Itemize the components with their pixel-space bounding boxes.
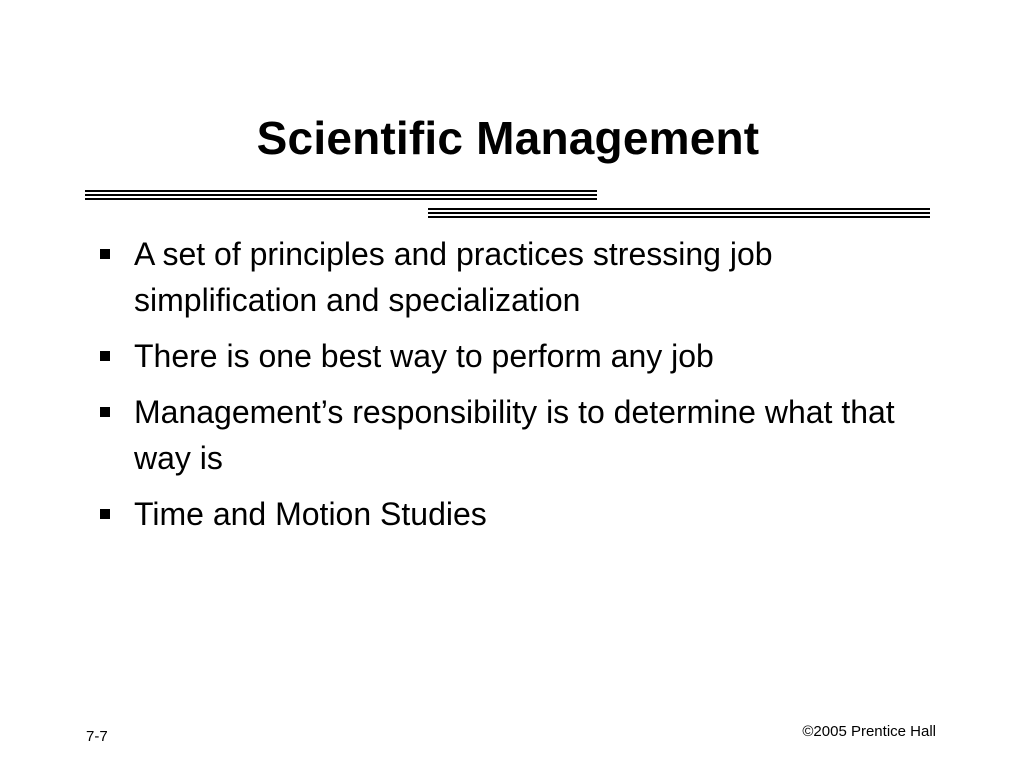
square-bullet-icon [100,509,110,519]
bullet-text: Time and Motion Studies [134,496,487,532]
bullet-text: Management’s responsibility is to determine what that way is [134,394,895,476]
square-bullet-icon [100,249,110,259]
bullet-text: There is one best way to perform any job [134,338,714,374]
bullet-item [96,333,936,379]
title-underline-left [85,190,597,200]
square-bullet-icon [100,407,110,417]
bullet-item [96,389,936,481]
bullet-item [96,491,936,537]
bullet-text: A set of principles and practices stressing job simplification and specialization [134,236,773,318]
slide-title: Scientific Management [256,112,760,164]
bullet-list [96,231,936,547]
title-underline-right [428,208,930,218]
bullet-item [96,231,936,323]
copyright-text: ©2005 Prentice Hall [802,723,936,740]
page-number: 7-7 [86,728,108,745]
square-bullet-icon [100,351,110,361]
